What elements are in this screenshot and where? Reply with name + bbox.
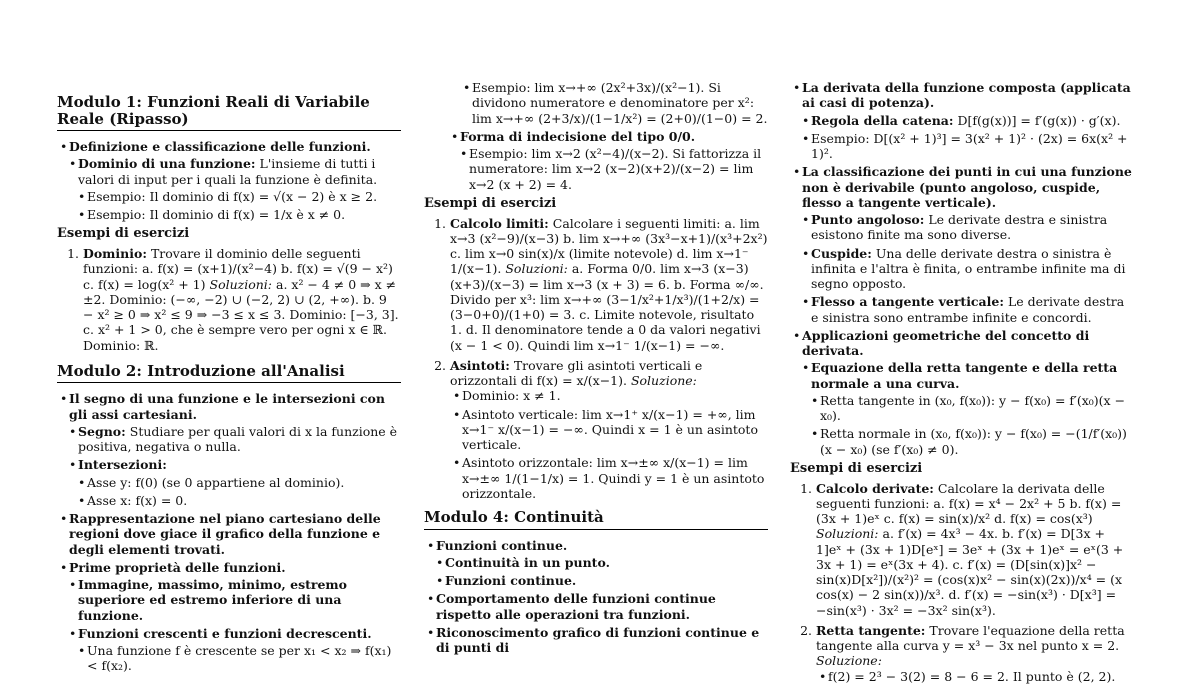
item-heading: Funzioni crescenti e funzioni decrescenti. bbox=[78, 625, 372, 641]
item-text: Studiare per quali valori di x la funzione è positiva, negativa o nulla. bbox=[78, 423, 398, 455]
item-text: L'insieme di tutti i valori di input per i quali la funzione è definita. bbox=[78, 156, 378, 187]
list-item bbox=[802, 80, 1134, 161]
exercise-list bbox=[424, 216, 768, 502]
list-item bbox=[78, 577, 401, 623]
limits-examples bbox=[424, 80, 768, 126]
item-heading: Applicazioni geometriche del concetto di derivata. bbox=[802, 327, 1090, 358]
list-item: • Esempio: D[(x² + 1)³] = 3(x² + 1)² · (2x) = 6x(x² + 1)². bbox=[811, 131, 1134, 162]
item-heading: Il segno di una funzione e le intersezioni con gli assi cartesiani. bbox=[69, 391, 385, 422]
list-item bbox=[78, 626, 401, 674]
list-item: • Esempio: lim x→2 (x²−4)/(x−2). Si fattorizza il numeratore: lim x→2 (x−2)(x+2)/(x−2) = lim x→2 (x + 2) = 4. bbox=[469, 146, 768, 192]
list-item bbox=[78, 424, 401, 455]
list-item bbox=[811, 360, 1134, 457]
list-item: • Asse x: f(x) = 0. bbox=[87, 493, 401, 508]
list-item: • Una funzione f è crescente se per x₁ < x₂ ⇒ f(x₁) < f(x₂). bbox=[87, 643, 401, 674]
module-4-list bbox=[424, 538, 768, 656]
exercise-lead: Retta tangente: bbox=[816, 622, 926, 638]
exercises-title: Esempi di esercizi bbox=[790, 460, 923, 476]
list-item: • Asintoto orizzontale: lim x→±∞ x/(x−1) = lim x→±∞ 1/(1−1/x) = 1. Quindi y = 1 è un asintoto orizzontale. bbox=[462, 455, 768, 501]
exercise-item bbox=[450, 358, 768, 501]
list-item bbox=[460, 129, 768, 192]
module-2-list bbox=[57, 391, 401, 673]
exercise-lead: Calcolo derivate: bbox=[816, 480, 934, 496]
list-item bbox=[69, 511, 401, 557]
list-item bbox=[436, 625, 768, 656]
item-heading: La derivata della funzione composta (applicata ai casi di potenza). bbox=[802, 80, 1131, 111]
exercise-text: Calcolare la derivata delle seguenti funzioni: a. f(x) = x⁴ − 2x² + 5 b. f(x) = (3x + 1)eˣ c. f(x) = sin(x)/x² d. f(x) = cos(x³) bbox=[816, 480, 1122, 527]
list-item bbox=[802, 328, 1134, 457]
list-item bbox=[78, 156, 401, 222]
item-lead: Cuspide: bbox=[811, 245, 872, 261]
list-item: • Asse y: f(0) (se 0 appartiene al dominio). bbox=[87, 475, 401, 490]
item-lead: Flesso a tangente verticale: bbox=[811, 294, 1004, 310]
list-item bbox=[69, 139, 401, 222]
column-left bbox=[57, 92, 401, 677]
list-item: • Esempio: lim x→+∞ (2x²+3x)/(x²−1). Si dividono numeratore e denominatore per x²: lim x→+∞ (2+3/x)/(1−1/x²) = (2+0)/(1−0) = 2. bbox=[472, 80, 768, 126]
item-heading: Continuità in un punto. bbox=[445, 554, 610, 570]
list-item bbox=[811, 294, 1134, 325]
exercise-lead: Dominio: bbox=[83, 246, 147, 262]
list-item bbox=[78, 457, 401, 508]
exercise-item bbox=[450, 216, 768, 353]
solution-label: Soluzioni: bbox=[209, 276, 273, 292]
column-middle bbox=[424, 80, 768, 658]
item-heading: Funzioni continue. bbox=[445, 573, 577, 589]
item-heading: Immagine, massimo, minimo, estremo superiore ed estremo inferiore di una funzione. bbox=[78, 577, 347, 623]
derivatives-list bbox=[790, 80, 1134, 457]
list-item bbox=[69, 391, 401, 508]
item-lead: Punto angoloso: bbox=[811, 212, 925, 227]
exercise-item bbox=[816, 481, 1134, 618]
exercise-item bbox=[83, 246, 401, 353]
list-item: • f(2) = 2³ − 3(2) = 8 − 6 = 2. Il punto è (2, 2). bbox=[828, 669, 1134, 684]
solution-label: Soluzione: bbox=[630, 373, 697, 389]
exercise-text: Trovare l'equazione della retta tangente alla curva y = x³ − 3x nel punto x = 2. bbox=[816, 622, 1125, 654]
item-heading: La classificazione dei punti in cui una funzione non è derivabile (punto angoloso, cuspide, flesso a tangente verticale). bbox=[802, 164, 1132, 210]
list-item: • Esempio: Il dominio di f(x) = 1/x è x ≠ 0. bbox=[87, 207, 401, 222]
list-item: • Asintoto verticale: lim x→1⁺ x/(x−1) = +∞, lim x→1⁻ x/(x−1) = −∞. Quindi x = 1 è un asintoto verticale. bbox=[462, 407, 768, 453]
list-item: • Retta tangente in (x₀, f(x₀)): y − f(x₀) = f′(x₀)(x − x₀). bbox=[820, 393, 1134, 424]
exercise-lead: Asintoti: bbox=[450, 357, 510, 373]
list-item bbox=[811, 113, 1134, 128]
item-lead: Dominio di una funzione: bbox=[78, 156, 256, 172]
list-item bbox=[69, 560, 401, 674]
list-item: • Retta normale in (x₀, f(x₀)): y − f(x₀) = −(1/f′(x₀))(x − x₀) (se f′(x₀) ≠ 0). bbox=[820, 426, 1134, 457]
item-text: Una delle derivate destra o sinistra è infinita e l'altra è finita, o entrambe infinite ma di segno opposto. bbox=[811, 245, 1126, 291]
item-lead: Intersezioni: bbox=[78, 457, 167, 473]
exercise-list bbox=[790, 481, 1134, 684]
solution-text: a. Forma 0/0. lim x→3 (x−3)(x+3)/(x−3) = lim x→3 (x + 3) = 6. b. Forma ∞/∞. Divido per x³: lim x→+∞ (3−1/x²+1/x³)/(1+2/x) = (3−0+0)/(1+0) = 3. c. Limite notevole, risultato 1. d. Il denominatore tende a 0 da valori negativi (x − 1 < 0). Quindi lim x→1⁻ 1/(x−1) = −∞. bbox=[450, 261, 764, 353]
exercise-item bbox=[816, 623, 1134, 684]
exercise-text: Calcolare i seguenti limiti: a. lim x→3 (x²−9)/(x−3) b. lim x→+∞ (3x³−x+1)/(x³+2x²) c. lim x→0 sin(x)/x (limite notevole) d. lim x→1⁻ 1/(x−1). bbox=[450, 215, 768, 277]
list-item bbox=[445, 573, 768, 588]
list-item bbox=[445, 555, 768, 570]
item-heading: Rappresentazione nel piano cartesiano delle regioni dove giace il grafico della funzione e degli elementi trovati. bbox=[69, 511, 381, 557]
solution-label: Soluzioni: bbox=[816, 526, 879, 542]
item-heading: Comportamento delle funzioni continue rispetto alle operazioni tra funzioni. bbox=[436, 591, 716, 622]
module-2-title: Modulo 2: Introduzione all'Analisi bbox=[57, 363, 401, 384]
module-1-list bbox=[57, 139, 401, 222]
exercise-lead: Calcolo limiti: bbox=[450, 215, 549, 231]
list-item: • Esempio: Il dominio di f(x) = √(x − 2) è x ≥ 2. bbox=[87, 189, 401, 204]
item-text: Le derivate destra e sinistra sono entrambe infinite e concordi. bbox=[811, 294, 1125, 325]
solution-label: Soluzione: bbox=[816, 653, 882, 669]
item-heading: Funzioni continue. bbox=[436, 537, 568, 553]
exercise-text: Trovare il dominio delle seguenti funzioni: a. f(x) = (x+1)/(x²−4) b. f(x) = √(9 − x²) c. f(x) = log(x² + 1) bbox=[83, 246, 393, 292]
list-item: • Dominio: x ≠ 1. bbox=[462, 388, 768, 403]
list-item bbox=[436, 538, 768, 589]
list-item bbox=[802, 164, 1134, 325]
exercises-title: Esempi di esercizi bbox=[57, 226, 190, 242]
item-heading: Prime proprietà delle funzioni. bbox=[69, 559, 286, 575]
list-item bbox=[436, 591, 768, 622]
list-item bbox=[811, 212, 1134, 243]
item-text: Le derivate destra e sinistra esistono finite ma sono diverse. bbox=[811, 212, 1108, 243]
exercise-list bbox=[57, 246, 401, 353]
list-item bbox=[811, 246, 1134, 292]
solution-label: Soluzioni: bbox=[505, 261, 568, 277]
solution-text: a. f′(x) = 4x³ − 4x. b. f′(x) = D[3x + 1]eˣ + (3x + 1)D[eˣ] = 3eˣ + (3x + 1)eˣ = eˣ(3 + 3x + 1) = eˣ(3x + 4). c. f′(x) = (D[sin(x)]x² − sin(x)D[x²])/(x²)² = (cos(x)x² − sin(x)(2x))/x⁴ = (x cos(x) − 2 sin(x))/x³. d. f′(x) = −sin(x³) · D[x³] = −sin(x³) · 3x² = −3x² sin(x³). bbox=[816, 526, 1124, 618]
item-heading: Forma di indecisione del tipo 0/0. bbox=[460, 128, 696, 144]
solution-text: a. x² − 4 ≠ 0 ⇒ x ≠ ±2. Dominio: (−∞, −2) ∪ (−2, 2) ∪ (2, +∞). b. 9 − x² ≥ 0 ⇒ x² ≤ 9 ⇒ −3 ≤ x ≤ 3. Dominio: [−3, 3]. c. x² + 1 > 0, che è sempre vero per ogni x ∈ ℝ. Dominio: ℝ. bbox=[83, 276, 399, 353]
indeterminate-form-list bbox=[424, 129, 768, 192]
item-text: D[f(g(x))] = f′(g(x)) · g′(x). bbox=[957, 112, 1121, 128]
item-heading: Riconoscimento grafico di funzioni continue e di punti di bbox=[436, 624, 760, 656]
exercises-title: Esempi di esercizi bbox=[424, 195, 557, 211]
item-heading: Equazione della retta tangente e della retta normale a una curva. bbox=[811, 360, 1118, 391]
module-1-title: Modulo 1: Funzioni Reali di Variabile Reale (Ripasso) bbox=[57, 94, 401, 131]
module-4-title: Modulo 4: Continuità bbox=[424, 509, 768, 530]
item-lead: Regola della catena: bbox=[811, 112, 954, 128]
item-lead: Segno: bbox=[78, 423, 126, 439]
column-right bbox=[790, 80, 1134, 689]
exercise-text: Trovare gli asintoti verticali e orizzontali di f(x) = x/(x−1). bbox=[450, 357, 703, 389]
item-heading: Definizione e classificazione delle funzioni. bbox=[69, 139, 371, 154]
